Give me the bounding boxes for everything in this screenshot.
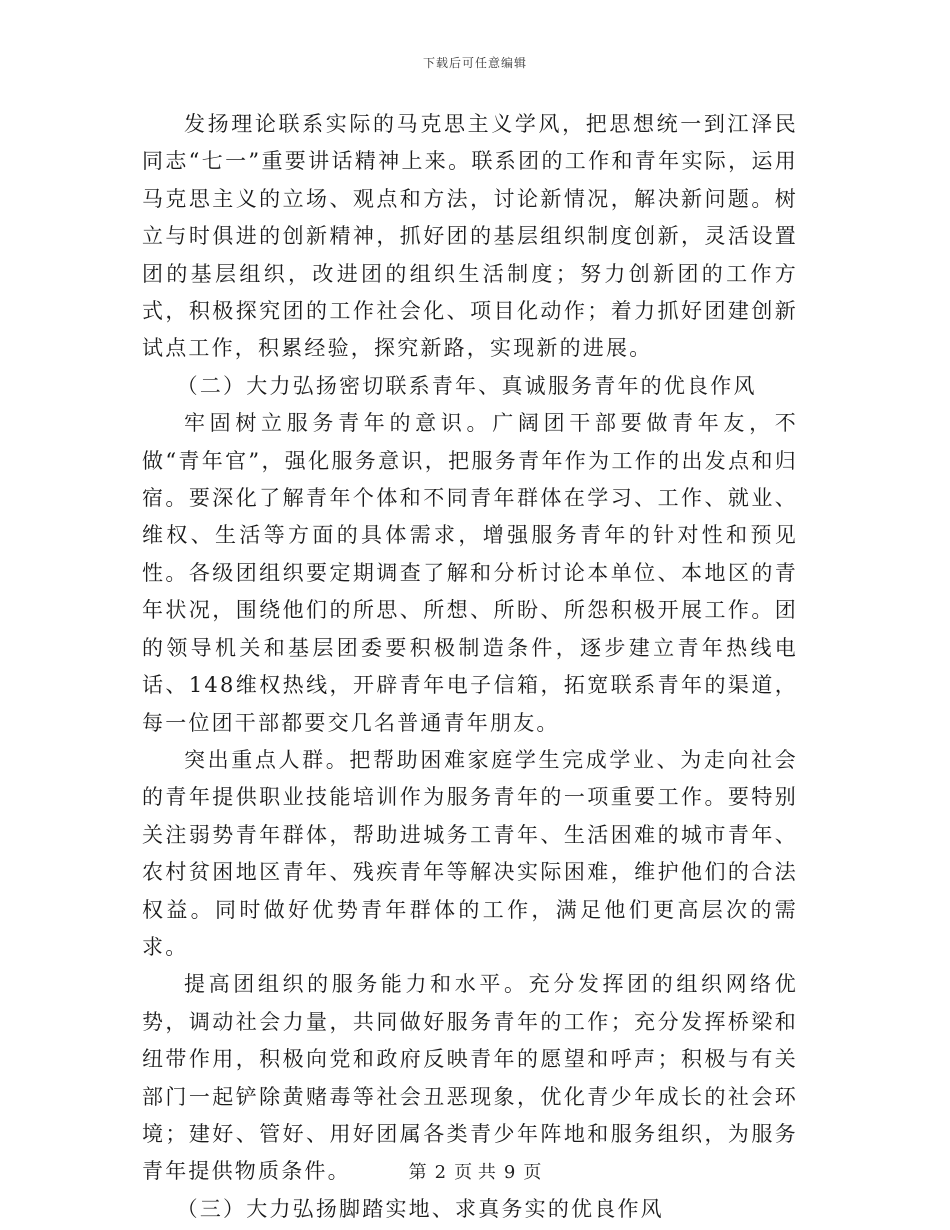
page-footer	[0, 1158, 950, 1184]
section-heading: （三）大力弘扬脚踏实地、求真务实的优良作风	[176, 1196, 664, 1221]
footer-middle: 页 共	[454, 1162, 496, 1183]
page-header-note: 下载后可任意编辑	[422, 56, 527, 70]
footer-prefix: 第	[408, 1162, 427, 1183]
footer-suffix: 页	[523, 1162, 542, 1183]
document-body	[142, 106, 798, 1228]
body-paragraph: 发扬理论联系实际的马克思主义学风，把思想统一到江泽民同志“七一”重要讲话精神上来。联系团的工作和青年实际，运用马克思主义的立场、观点和方法，讨论新情况，解决新问题。树立与时俱进的创新精神，抓好团的基层组织制度创新，灵活设置团的基层组织，改进团的组织生活制度；努力创新团的工作方式，积极探究团的工作社会化、项目化动作；着力抓好团建创新试点工作，积累经验，探究新路，实现新的进展。	[142, 112, 798, 361]
footer-current-page: 2	[434, 1162, 447, 1183]
body-paragraph: 牢固树立服务青年的意识。广阔团干部要做青年友，不做“青年官”，强化服务意识，把服务青年作为工作的出发点和归宿。要深化了解青年个体和不同青年群体在学习、工作、就业、维权、生活等方面的具体需求，增强服务青年的针对性和预见性。各级团组织要定期调查了解和分析讨论本单位、本地区的青年状况，围绕他们的所思、所想、所盼、所怨积极开展工作。团的领导机关和基层团委要积极制造条件，逐步建立青年热线电话、148维权热线，开辟青年电子信箱，拓宽联系青年的渠道，每一位团干部都要交几名普通青年朋友。	[142, 411, 798, 735]
body-paragraph: 提高团组织的服务能力和水平。充分发挥团的组织网络优势，调动社会力量，共同做好服务青年的工作；充分发挥桥梁和纽带作用，积极向党和政府反映青年的愿望和呼声；积极与有关部门一起铲除黄赌毒等社会丑恶现象，优化青少年成长的社会环境；建好、管好、用好团属各类青少年阵地和服务组织，为服务青年提供物质条件。	[142, 972, 798, 1184]
footer-total-pages: 9	[503, 1162, 516, 1183]
body-paragraph: 突出重点人群。把帮助困难家庭学生完成学业、为走向社会的青年提供职业技能培训作为服务青年的一项重要工作。要特别关注弱势青年群体，帮助进城务工青年、生活困难的城市青年、农村贫困地区青年、残疾青年等解决实际困难，维护他们的合法权益。同时做好优势青年群体的工作，满足他们更高层次的需求。	[142, 747, 798, 959]
section-heading: （二）大力弘扬密切联系青年、真诚服务青年的优良作风	[176, 373, 757, 398]
